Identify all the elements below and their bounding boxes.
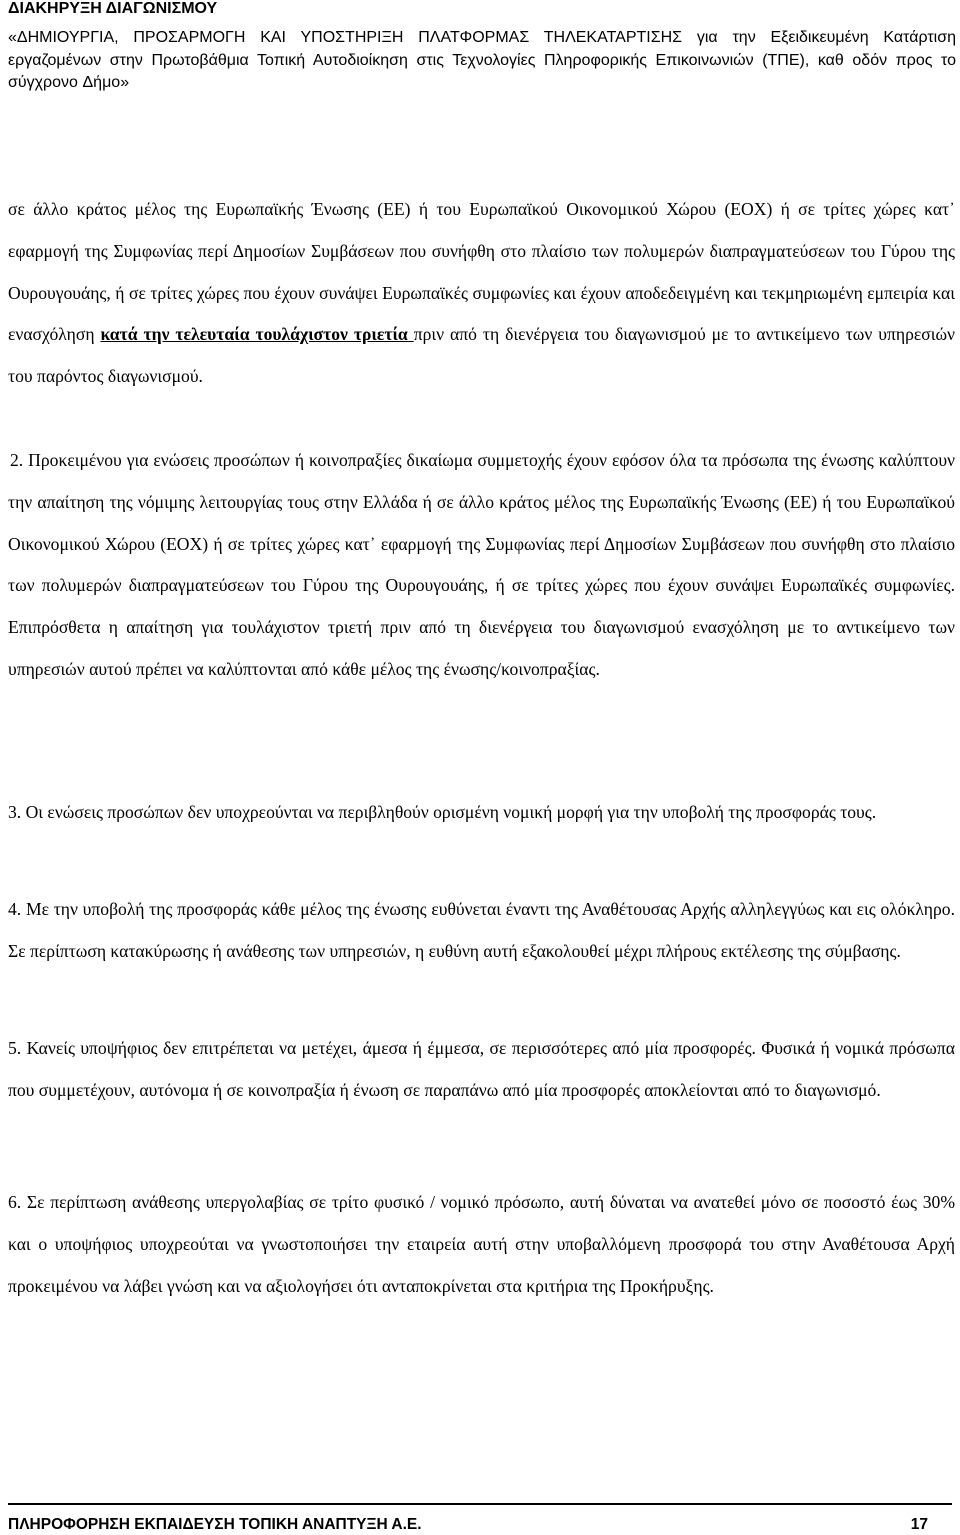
document-title: ΔΙΑΚΗΡΥΞΗ ΔΙΑΓΩΝΙΣΜΟΥ <box>8 0 218 17</box>
paragraph-4-block <box>8 889 955 973</box>
emphasized-phrase: κατά την τελευταία τουλάχιστον τριετία <box>100 324 414 345</box>
footer-organization: ΠΛΗΡΟΦΟΡΗΣΗ ΕΚΠΑΙΔΕΥΣΗ ΤΟΠΙΚΗ ΑΝΑΠΤΥΞΗ Α.Ε. <box>8 1516 422 1533</box>
paragraph-6: 6. Σε περίπτωση ανάθεσης υπεργολαβίας σε τρίτο φυσικό / νομικό πρόσωπο, αυτή δύναται να ανατεθεί μόνο σε ποσοστό έως 30% και ο υποψήφιος υποχρεούται να γνωστοποιήσει την εταιρεία αυτή στην υποβαλλόμενη προσφορά του στην Αναθέτουσα Αρχή προκειμένου να λάβει γνώση και να αξιολογήσει ότι ανταποκρίνεται στα κριτήρια της Προκήρυξης. <box>8 1192 955 1296</box>
project-subtitle: «ΔΗΜΙΟΥΡΓΙΑ, ΠΡΟΣΑΡΜΟΓΗ ΚΑΙ ΥΠΟΣΤΗΡΙΞΗ ΠΛΑΤΦΟΡΜΑΣ ΤΗΛΕΚΑΤΑΡΤΙΣΗΣ για την Εξειδικευμένη Κατάρτιση εργαζομένων στην Πρωτοβάθμια Τοπική Αυτοδιοίκηση στις Τεχνολογίες Πληροφορικής Επικοινωνιών (ΤΠΕ), καθ οδόν προς το σύγχρονο Δήμο» <box>8 29 956 91</box>
paragraph-5-block <box>8 1028 955 1112</box>
page-footer <box>8 1503 952 1533</box>
paragraph-3: 3. Οι ενώσεις προσώπων δεν υποχρεούνται να περιβληθούν ορισμένη νομική μορφή για την υποβολή της προσφοράς τους. <box>8 802 877 822</box>
paragraph-4: 4. Με την υποβολή της προσφοράς κάθε μέλος της ένωσης ευθύνεται έναντι της Αναθέτουσας Αρχής αλληλεγγύως και εις ολόκληρο. Σε περίπτωση κατακύρωσης ή ανάθεσης των υπηρεσιών, η ευθύνη αυτή εξακολουθεί μέχρι πλήρους εκτέλεσης της σύμβασης. <box>8 899 955 961</box>
paragraph-1-text-start: σε άλλο κράτος μέλος της Ευρωπαϊκής Ένωσης (ΕΕ) ή του Ευρωπαϊκού Οικονομικού Χώρου (ΕΟΧ) ή σε τρίτες χώρες κατ᾽ εφαρμογή της Συμφωνίας περί Δημοσίων Συμβάσεων που συνήφθη στο πλαίσιο των πολυμερών διαπραγματεύσεων του Γύρου της Ουρουγουάης, ή σε τρίτες χώρες που έχουν συνάψει Ευρωπαϊκές συμφωνίες και έχουν αποδεδειγμένη και τεκμηριωμένη εμπειρία και ενασχόληση <box>8 199 955 345</box>
paragraph-6-block <box>8 1182 955 1307</box>
document-body <box>8 189 955 398</box>
paragraph-2-block <box>8 440 955 691</box>
paragraph-2: 2. Προκειμένου για ενώσεις προσώπων ή κοινοπραξίες δικαίωμα συμμετοχής έχουν εφόσον όλα τα πρόσωπα της ένωσης καλύπτουν την απαίτηση της νόμιμης λειτουργίας τους στην Ελλάδα ή σε άλλο κράτος μέλος της Ευρωπαϊκής Ένωσης (ΕΕ) ή του Ευρωπαϊκού Οικονομικού Χώρου (ΕΟΧ) ή σε τρίτες χώρες κατ᾽ εφαρμογή της Συμφωνίας περί Δημοσίων Συμβάσεων που συνήφθη στο πλαίσιο των πολυμερών διαπραγματεύσεων του Γύρου της Ουρουγουάης, ή σε τρίτες χώρες που έχουν συνάψει Ευρωπαϊκές συμφωνίες. Επιπρόσθετα η απαίτηση για τουλάχιστον τριετή πριν από τη διενέργεια του διαγωνισμού ενασχόληση με το αντικείμενο των υπηρεσιών αυτού πρέπει να καλύπτονται από κάθε μέλος της ένωσης/κοινοπραξίας. <box>8 450 955 679</box>
page-number: 17 <box>910 1516 928 1533</box>
paragraph-continuation <box>8 189 955 398</box>
paragraph-1-text-end: πριν από τη διενέργεια του διαγωνισμού με το αντικείμενο των υπηρεσιών του παρόντος διαγωνισμού. <box>8 324 956 387</box>
paragraph-5: 5. Κανείς υποψήφιος δεν επιτρέπεται να μετέχει, άμεσα ή έμμεσα, σε περισσότερες από μία προσφορές. Φυσικά ή νομικά πρόσωπα που συμμετέχουν, αυτόνομα ή σε κοινοπραξία ή ένωση σε παραπάνω από μία προσφορές αποκλείονται από το διαγωνισμό. <box>8 1038 955 1100</box>
paragraph-3-block <box>8 792 955 834</box>
